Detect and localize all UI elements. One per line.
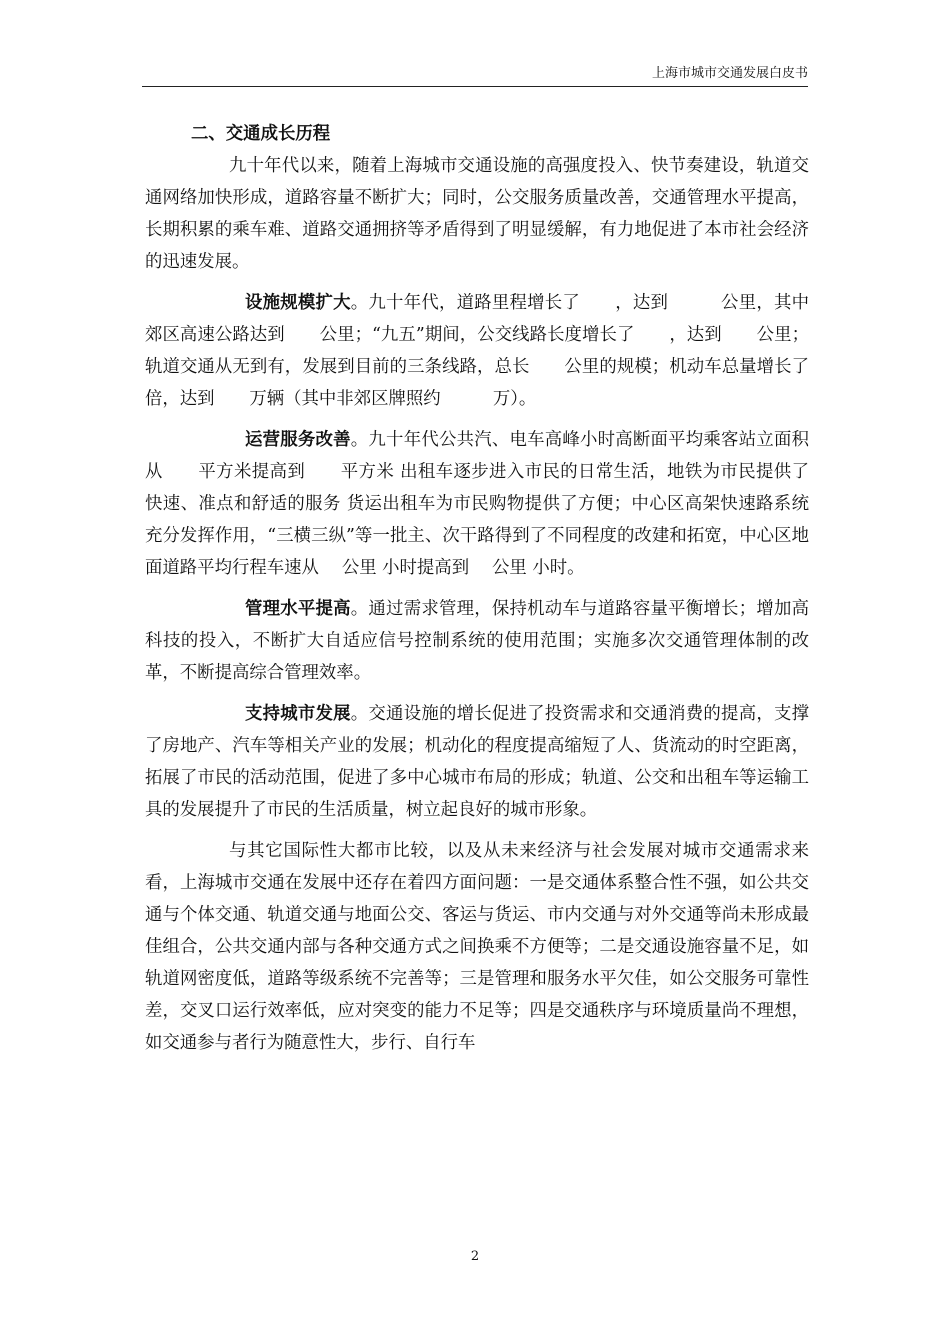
paragraph-lead: 运营服务改善 (245, 430, 351, 450)
intro-paragraph: 九十年代以来，随着上海城市交通设施的高强度投入、快节奏建设，轨道交通网络加快形成，道路容量不断扩大；同时，公交服务质量改善，交通管理水平提高，长期积累的乘车难、道路交通拥挤等矛盾得到了明显缓解，有力地促进了本市社会经济的迅速发展。 (145, 156, 809, 272)
paragraph-body: 。交通设施的增长促进了投资需求和交通消费的提高，支撑了房地产、汽车等相关产业的发展；机动化的程度提高缩短了人、货流动的时空距离，拓展了市民的活动范围，促进了多中心城市布局的形成；轨道、公交和出租车等运输工具的发展提升了市民的生活质量，树立起良好的城市形象。 (145, 704, 809, 820)
running-header: 上海市城市交通发展白皮书 (651, 66, 808, 81)
section-title: 二、交通成长历程 (191, 124, 331, 144)
paragraph-facility-scale (145, 287, 827, 415)
page-body (145, 118, 827, 1059)
paragraph-body: 。九十年代，道路里程增长了 ，达到 公里，其中郊区高速公路达到 公里；“九五”期间，公交线路长度增长了 ，达到 公里；轨道交通从无到有，发展到目前的三条线路，总长 公里的规模；机动车总量增长了 倍，达到 万辆（其中非郊区牌照约 万）。 (145, 293, 827, 409)
paragraph-body: 。九十年代公共汽、电车高峰小时高断面平均乘客站立面积从 平方米提高到 平方米 出租车逐步进入市民的日常生活，地铁为市民提供了快速、准点和舒适的服务 货运出租车为市民购物提供了方便；中心区高架快速路系统充分发挥作用，“三横三纵”等一批主、次干路得到了不同程度的改建和拓宽，中心区地面道路平均行程车速从 公里 小时提高到 公里 小时。 (145, 430, 809, 578)
page-number: 2 (470, 1249, 480, 1264)
paragraph-lead: 设施规模扩大 (245, 293, 351, 313)
paragraph-lead: 支持城市发展 (245, 704, 351, 724)
header-rule (142, 86, 808, 87)
paragraph-lead: 管理水平提高 (245, 599, 351, 619)
paragraph-management (145, 593, 809, 689)
paragraph-city-development (145, 698, 809, 826)
paragraph-service-improvement (145, 424, 809, 584)
closing-paragraph: 与其它国际性大都市比较，以及从未来经济与社会发展对城市交通需求来看，上海城市交通在发展中还存在着四方面问题：一是交通体系整合性不强，如公共交通与个体交通、轨道交通与地面公交、客运与货运、市内交通与对外交通等尚未形成最佳组合，公共交通内部与各种交通方式之间换乘不方便等；二是交通设施容量不足，如轨道网密度低，道路等级系统不完善等；三是管理和服务水平欠佳，如公交服务可靠性差，交叉口运行效率低，应对突变的能力不足等；四是交通秩序与环境质量尚不理想，如交通参与者行为随意性大，步行、自行车 (145, 841, 809, 1053)
paragraph-body: 。通过需求管理，保持机动车与道路容量平衡增长；增加高科技的投入，不断扩大自适应信号控制系统的使用范围；实施多次交通管理体制的改革，不断提高综合管理效率。 (145, 599, 809, 683)
